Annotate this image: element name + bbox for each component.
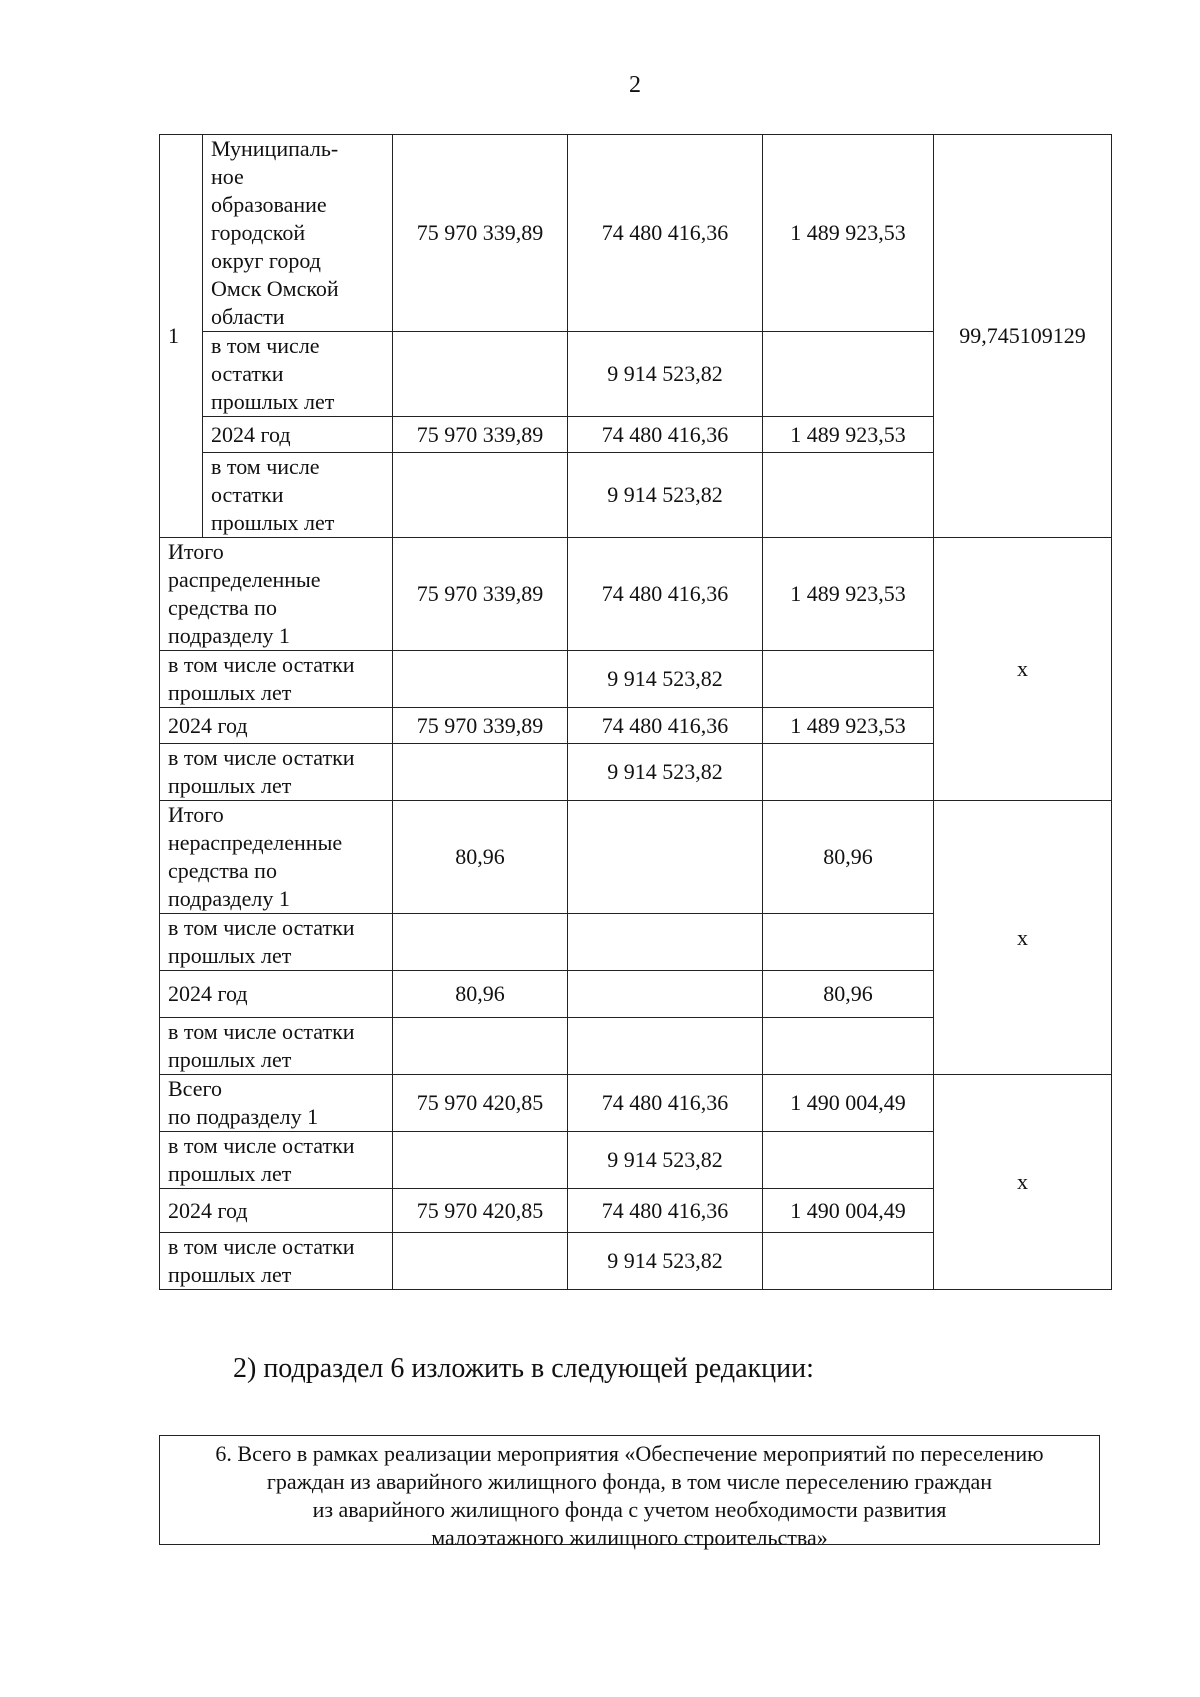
amount-cell: 80,96 bbox=[393, 971, 568, 1018]
amount-cell: 75 970 420,85 bbox=[393, 1189, 568, 1233]
row-label-cell bbox=[203, 332, 393, 417]
label-line: прошлых лет bbox=[168, 773, 292, 798]
table-row bbox=[160, 538, 1112, 651]
label-line: области bbox=[211, 304, 285, 329]
amount-cell: 75 970 339,89 bbox=[393, 538, 568, 651]
row-label-cell bbox=[203, 135, 393, 332]
amount-cell: 74 480 416,36 bbox=[568, 1189, 763, 1233]
row-label-cell bbox=[160, 1189, 393, 1233]
amount-cell: 75 970 339,89 bbox=[393, 417, 568, 453]
amount-cell: 9 914 523,82 bbox=[568, 651, 763, 708]
row-label-cell bbox=[160, 801, 393, 914]
label-line: распределенные bbox=[168, 567, 321, 592]
share-cell: 99,745109129 bbox=[934, 135, 1112, 538]
amount-cell bbox=[568, 914, 763, 971]
amount-cell: 1 490 004,49 bbox=[763, 1075, 934, 1132]
row-label-cell bbox=[160, 1132, 393, 1189]
row-label-cell bbox=[160, 1018, 393, 1075]
subsection-6-line: граждан из аварийного жилищного фонда, в том числе переселению граждан bbox=[266, 1469, 993, 1494]
label-line: остатки bbox=[211, 482, 284, 507]
amount-cell bbox=[393, 1018, 568, 1075]
amount-cell: 9 914 523,82 bbox=[568, 1233, 763, 1290]
amount-cell bbox=[568, 971, 763, 1018]
amount-cell bbox=[763, 1018, 934, 1075]
label-line: в том числе bbox=[211, 333, 320, 358]
amount-cell bbox=[763, 453, 934, 538]
x-mark-cell: x bbox=[934, 1075, 1112, 1290]
row-label-cell bbox=[160, 914, 393, 971]
amount-cell bbox=[393, 332, 568, 417]
label-line: 2024 год bbox=[168, 1197, 248, 1223]
label-line: в том числе остатки bbox=[168, 1019, 355, 1044]
amount-cell bbox=[393, 744, 568, 801]
row-label-cell bbox=[160, 744, 393, 801]
amount-cell: 74 480 416,36 bbox=[568, 538, 763, 651]
label-line: в том числе остатки bbox=[168, 652, 355, 677]
label-line: остатки bbox=[211, 361, 284, 386]
amount-cell: 74 480 416,36 bbox=[568, 135, 763, 332]
amount-cell: 1 489 923,53 bbox=[763, 135, 934, 332]
label-line: прошлых лет bbox=[168, 1047, 292, 1072]
amount-cell: 9 914 523,82 bbox=[568, 744, 763, 801]
allocation-table-body bbox=[160, 135, 1112, 1290]
amount-cell bbox=[568, 801, 763, 914]
label-line: 2024 год bbox=[168, 981, 248, 1006]
label-line: округ город bbox=[211, 248, 321, 273]
label-line: городской bbox=[211, 220, 306, 245]
label-line: в том числе остатки bbox=[168, 745, 355, 770]
subsection-6-box bbox=[159, 1435, 1100, 1550]
row-label-cell bbox=[160, 651, 393, 708]
amount-cell bbox=[393, 651, 568, 708]
row-label-cell bbox=[160, 538, 393, 651]
label-line: в том числе остатки bbox=[168, 915, 355, 940]
amount-cell bbox=[393, 914, 568, 971]
amount-cell: 75 970 420,85 bbox=[393, 1075, 568, 1132]
label-line: Омск Омской bbox=[211, 276, 339, 301]
label-line: средства по bbox=[168, 858, 277, 883]
amount-cell: 1 490 004,49 bbox=[763, 1189, 934, 1233]
amount-cell: 80,96 bbox=[763, 971, 934, 1018]
table-row bbox=[160, 1075, 1112, 1132]
label-line: Всего bbox=[168, 1076, 222, 1101]
subsection-6-line: из аварийного жилищного фонда с учетом необходимости развития bbox=[312, 1497, 947, 1522]
label-line: ное bbox=[211, 164, 244, 189]
label-line: прошлых лет bbox=[211, 389, 335, 414]
row-number-cell: 1 bbox=[160, 135, 203, 538]
amount-cell bbox=[568, 1018, 763, 1075]
amount-cell bbox=[763, 1132, 934, 1189]
label-line: 2024 год bbox=[168, 712, 248, 738]
subsection-6-line: малоэтажного жилищного строительства» bbox=[431, 1525, 828, 1550]
table-row bbox=[160, 135, 1112, 332]
label-line: прошлых лет bbox=[211, 510, 335, 535]
label-line: 2024 год bbox=[211, 421, 291, 447]
row-label-cell bbox=[160, 1075, 393, 1132]
label-line: подразделу 1 bbox=[168, 886, 290, 911]
label-line: Итого bbox=[168, 539, 224, 564]
amount-cell: 9 914 523,82 bbox=[568, 1132, 763, 1189]
label-line: Итого bbox=[168, 802, 224, 827]
label-line: по подразделу 1 bbox=[168, 1104, 319, 1129]
label-line: образование bbox=[211, 192, 327, 217]
amount-cell bbox=[393, 1233, 568, 1290]
instruction-text: 2) подраздел 6 изложить в следующей редакции: bbox=[233, 1353, 814, 1384]
amount-cell: 80,96 bbox=[393, 801, 568, 914]
label-line: в том числе остатки bbox=[168, 1133, 355, 1158]
table-row bbox=[160, 801, 1112, 914]
row-label-cell bbox=[160, 971, 393, 1018]
amount-cell: 1 489 923,53 bbox=[763, 538, 934, 651]
amount-cell: 74 480 416,36 bbox=[568, 417, 763, 453]
label-line: прошлых лет bbox=[168, 943, 292, 968]
row-label-cell bbox=[160, 708, 393, 744]
subsection-6-line: 6. Всего в рамках реализации мероприятия «Обеспечение мероприятий по переселению bbox=[215, 1441, 1044, 1466]
row-label-cell bbox=[160, 1233, 393, 1290]
amount-cell: 74 480 416,36 bbox=[568, 1075, 763, 1132]
label-line: прошлых лет bbox=[168, 680, 292, 705]
amount-cell: 9 914 523,82 bbox=[568, 332, 763, 417]
amount-cell: 75 970 339,89 bbox=[393, 135, 568, 332]
row-label-cell bbox=[203, 417, 393, 453]
amount-cell bbox=[393, 1132, 568, 1189]
amount-cell bbox=[393, 453, 568, 538]
label-line: нераспределенные bbox=[168, 830, 343, 855]
amount-cell: 9 914 523,82 bbox=[568, 453, 763, 538]
label-line: в том числе остатки bbox=[168, 1234, 355, 1259]
label-line: подразделу 1 bbox=[168, 623, 290, 648]
x-mark-cell: x bbox=[934, 801, 1112, 1075]
row-label-cell bbox=[203, 453, 393, 538]
label-line: средства по bbox=[168, 595, 277, 620]
amount-cell: 1 489 923,53 bbox=[763, 417, 934, 453]
amount-cell: 75 970 339,89 bbox=[393, 708, 568, 744]
label-line: прошлых лет bbox=[168, 1262, 292, 1287]
label-line: Муниципаль- bbox=[211, 136, 339, 161]
allocation-table bbox=[159, 134, 1112, 1290]
amount-cell bbox=[763, 332, 934, 417]
amount-cell bbox=[763, 914, 934, 971]
amount-cell bbox=[763, 744, 934, 801]
amount-cell: 1 489 923,53 bbox=[763, 708, 934, 744]
page-number: 2 bbox=[629, 72, 641, 98]
amount-cell: 74 480 416,36 bbox=[568, 708, 763, 744]
x-mark-cell: x bbox=[934, 538, 1112, 801]
label-line: прошлых лет bbox=[168, 1161, 292, 1186]
amount-cell bbox=[763, 1233, 934, 1290]
label-line: в том числе bbox=[211, 454, 320, 479]
amount-cell bbox=[763, 651, 934, 708]
amount-cell: 80,96 bbox=[763, 801, 934, 914]
